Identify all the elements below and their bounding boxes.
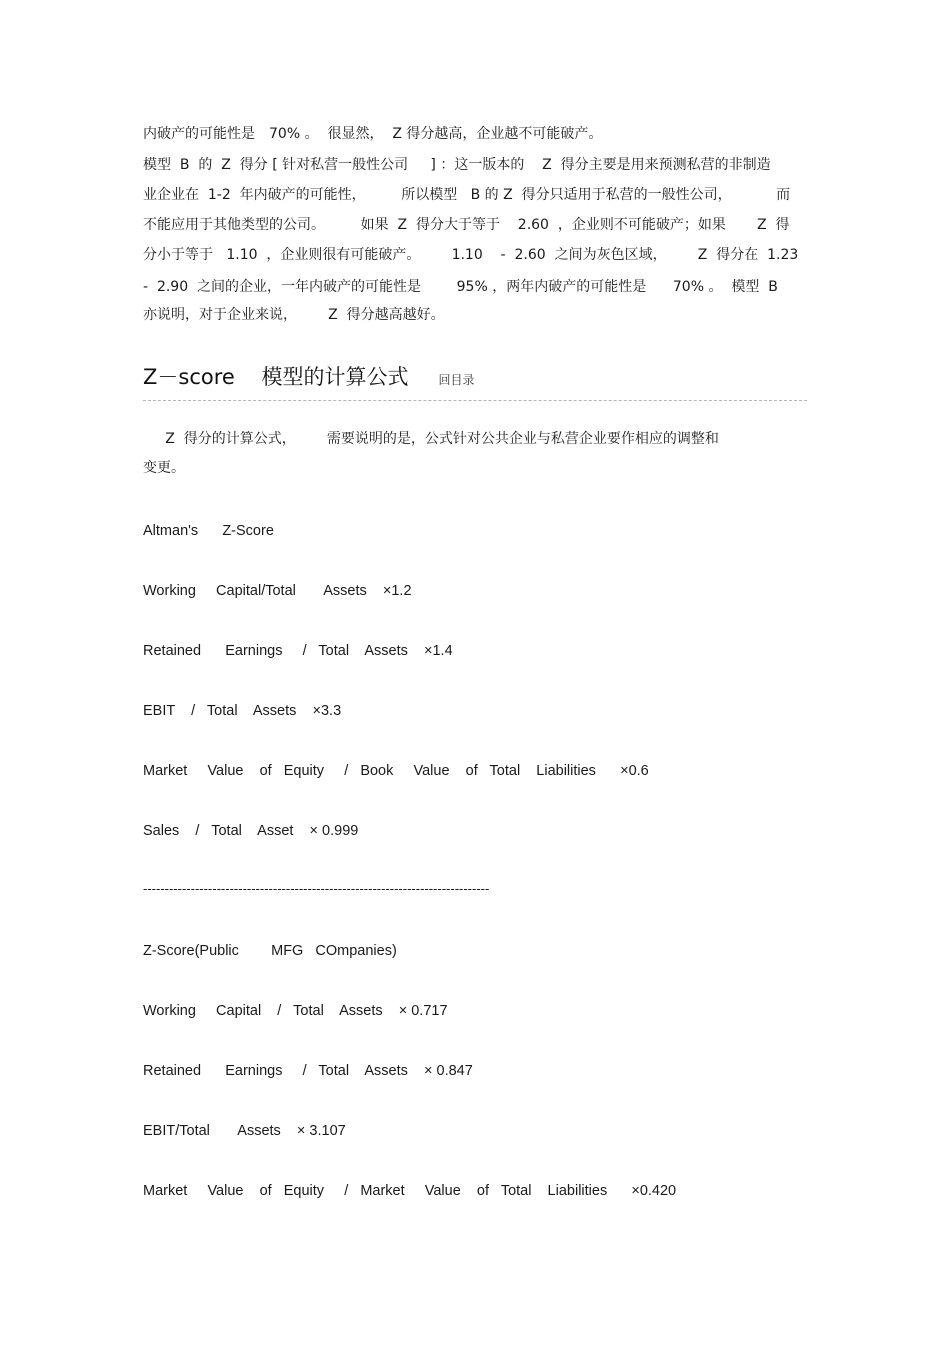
paragraph-line: 模型 B 的 Z 得分 [ 针对私营一般性公司 ] ：这一版本的 Z 得分主要是用来预测私营的非制造 (143, 157, 771, 173)
heading-divider (143, 400, 807, 401)
public-mfg-title: Z-Score(Public MFG COmpanies) (143, 943, 397, 959)
formula-row: EBIT/Total Assets × 3.107 (143, 1123, 346, 1139)
section-title: Z－score 模型的计算公式 (143, 365, 409, 389)
paragraph-line: 亦说明，对于企业来说， Z 得分越高越好。 (143, 307, 445, 323)
paragraph-line: 业企业在 1-2 年内破产的可能性， 所以模型 B 的 Z 得分只适用于私营的一般性公司， 而 (143, 187, 791, 203)
paragraph-line: 内破产的可能性是 70% 。 很显然， Z 得分越高，企业越不可能破产。 (143, 126, 603, 142)
intro-line: Z 得分的计算公式， 需要说明的是，公式针对公共企业与私营企业要作相应的调整和 (143, 431, 719, 447)
formula-row: Working Capital / Total Assets × 0.717 (143, 1003, 448, 1019)
formula-row: Sales / Total Asset × 0.999 (143, 823, 359, 839)
formula-row: EBIT / Total Assets ×3.3 (143, 703, 342, 719)
paragraph-line: 不能应用于其他类型的公司。 如果 Z 得分大于等于 2.60 ，企业则不可能破产；如果 Z 得 (143, 217, 790, 233)
intro-line: 变更。 (143, 460, 185, 476)
formula-row: Working Capital/Total Assets ×1.2 (143, 583, 412, 599)
altman-title: Altman's Z-Score (143, 523, 274, 539)
formula-row: Retained Earnings / Total Assets × 0.847 (143, 1063, 473, 1079)
formula-row: Market Value of Equity / Market Value of Total Liabilities ×0.420 (143, 1183, 677, 1199)
dashed-separator: -------------------------------------------------------------------------------- (143, 881, 490, 896)
paragraph-line: - 2.90 之间的企业，一年内破产的可能性是 95% ，两年内破产的可能性是 70% 。 模型 B (143, 279, 778, 295)
section-heading (143, 363, 807, 391)
formula-row: Retained Earnings / Total Assets ×1.4 (143, 643, 453, 659)
formula-row: Market Value of Equity / Book Value of Total Liabilities ×0.6 (143, 763, 649, 779)
paragraph-line: 分小于等于 1.10 ，企业则很有可能破产。 1.10 - 2.60 之间为灰色区域， Z 得分在 1.23 (143, 247, 799, 263)
back-to-toc-link[interactable]: 回目录 (438, 373, 475, 387)
